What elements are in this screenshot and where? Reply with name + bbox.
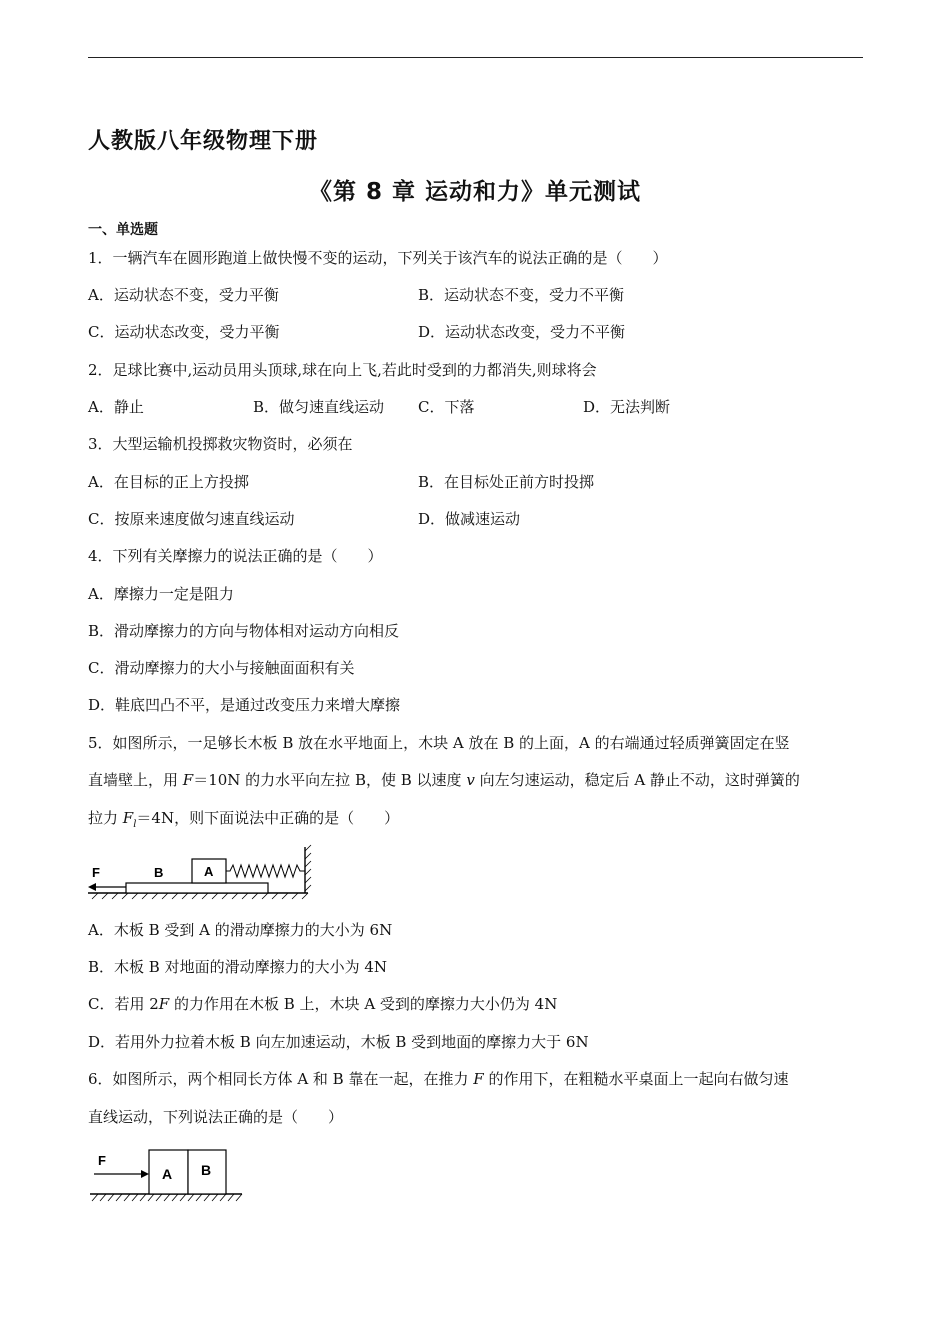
section-heading: 一、单选题 (88, 222, 158, 238)
q3-option-b: B．在目标处正前方时投掷 (418, 473, 595, 491)
q5-stem-line1: 5．如图所示，一足够长木板 B 放在水平地面上，木块 A 放在 B 的上面，A 的右端通过轻质弹簧固定在竖 (88, 734, 790, 752)
q2-stem: 2．足球比赛中,运动员用头顶球,球在向上飞,若此时受到的力都消失,则球将会 (88, 361, 597, 379)
q1-option-d: D．运动状态改变，受力不平衡 (418, 323, 626, 341)
q1-stem: 1．一辆汽车在圆形跑道上做快慢不变的运动，下列关于该汽车的说法正确的是（ ） (88, 249, 668, 267)
q5-stem-line2: 直墙壁上，用 F＝10N 的力水平向左拉 B，使 B 以速度 v 向左匀速运动，稳定后 A 静止不动，这时弹簧的 (88, 771, 800, 789)
q5-label-a: A (204, 864, 214, 879)
q5-stem-line3: 拉力 $F_l=4N$，则下面说法中正确的是（ ） (88, 809, 400, 830)
q4-option-a: A．摩擦力一定是阻力 (88, 585, 234, 603)
q3-stem: 3．大型运输机投掷救灾物资时，必须在 (88, 435, 353, 453)
q1-option-a: A．运动状态不变，受力平衡 (88, 286, 279, 304)
q5-option-c: C．若用 2F 的力作用在木板 B 上，木块 A 受到的摩擦力大小仍为 4N (88, 995, 558, 1013)
q1-option-c: C．运动状态改变，受力平衡 (88, 323, 280, 341)
q5-board-b (126, 883, 268, 893)
q3-option-d: D．做减速运动 (418, 510, 521, 528)
q5-option-a: A．木板 B 受到 A 的滑动摩擦力的大小为 6N (88, 921, 393, 939)
q5-label-f: F (92, 865, 100, 880)
q6-figure (88, 1143, 246, 1205)
q4-stem: 4．下列有关摩擦力的说法正确的是（ ） (88, 547, 383, 565)
q3-option-a: A．在目标的正上方投掷 (88, 473, 249, 491)
q2-option-c: C．下落 (418, 398, 475, 416)
q6-stem-line2: 直线运动，下列说法正确的是（ ） (88, 1108, 344, 1126)
q5-label-b: B (154, 865, 164, 880)
q4-option-c: C．滑动摩擦力的大小与接触面面积有关 (88, 659, 355, 677)
q4-option-b: B．滑动摩擦力的方向与物体相对运动方向相反 (88, 622, 400, 640)
q4-option-d: D．鞋底凹凸不平，是通过改变压力来增大摩擦 (88, 696, 401, 714)
q5-option-b: B．木板 B 对地面的滑动摩擦力的大小为 4N (88, 958, 388, 976)
q6-label-a: A (162, 1166, 173, 1182)
q2-option-b: B．做匀速直线运动 (253, 398, 385, 416)
q2-option-a: A．静止 (88, 398, 144, 416)
q6-label-f: F (98, 1153, 106, 1168)
doc-subtitle: 《第 8 章 运动和力》单元测试 (308, 179, 642, 205)
q3-option-c: C．按原来速度做匀速直线运动 (88, 510, 295, 528)
q6-stem-line1: 6．如图所示，两个相同长方体 A 和 B 靠在一起，在推力 F 的作用下，在粗糙水平桌面上一起向右做匀速 (88, 1070, 789, 1088)
q1-option-b: B．运动状态不变，受力不平衡 (418, 286, 625, 304)
doc-title: 人教版八年级物理下册 (88, 129, 319, 154)
header-rule (88, 57, 863, 58)
q5-figure (86, 843, 318, 901)
q2-option-d: D．无法判断 (583, 398, 671, 416)
q5-spring (226, 865, 305, 877)
q6-label-b: B (201, 1162, 212, 1178)
q5-option-d: D．若用外力拉着木板 B 向左加速运动，木板 B 受到地面的摩擦力大于 6N (88, 1033, 589, 1051)
